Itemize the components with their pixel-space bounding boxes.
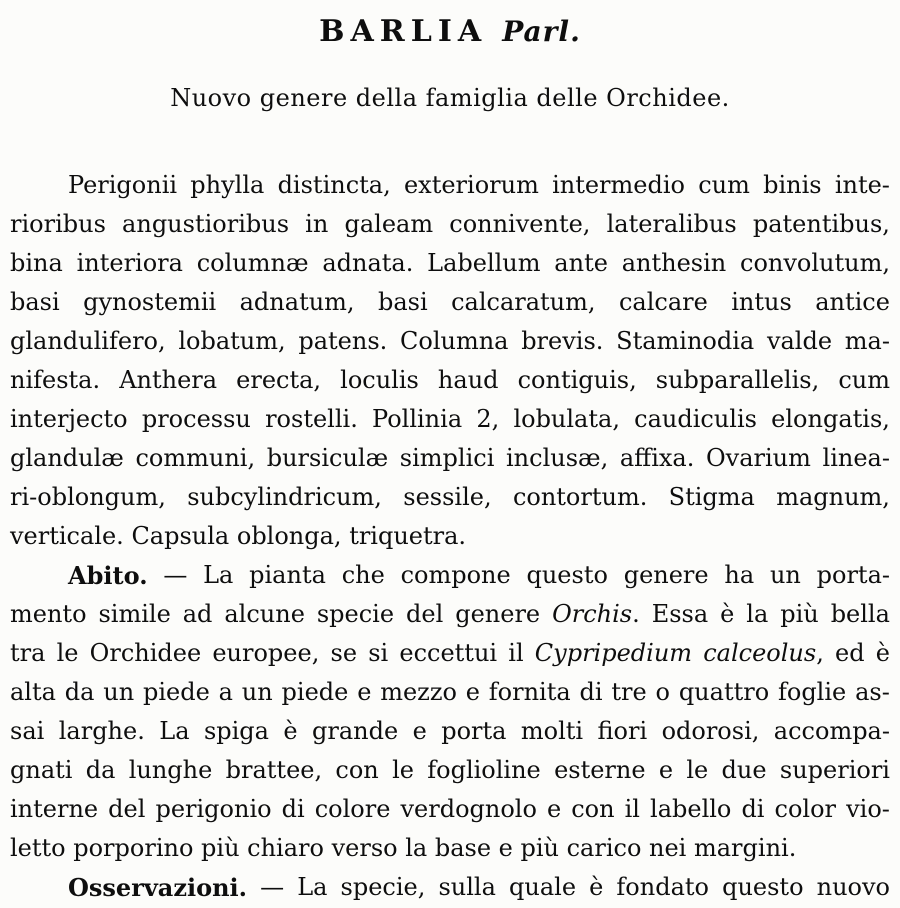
word: phylla xyxy=(190,171,265,199)
word: haud xyxy=(437,366,499,394)
word: in xyxy=(305,210,329,238)
word: Orchis. xyxy=(552,600,640,628)
word: porta xyxy=(441,717,507,745)
word: basi xyxy=(377,288,428,316)
word: e xyxy=(357,678,372,706)
word: mezzo xyxy=(380,678,457,706)
word: pianta xyxy=(249,561,326,589)
word: adnata. xyxy=(322,249,414,277)
word: con xyxy=(335,756,379,784)
text-block xyxy=(10,166,890,907)
word: quattro xyxy=(678,678,770,706)
word: elongatis, xyxy=(771,405,890,433)
word: Cypripedium xyxy=(534,639,693,667)
word: e xyxy=(658,756,674,784)
word: binis xyxy=(763,171,822,199)
word: o xyxy=(655,678,670,706)
word: Perigonii xyxy=(68,171,178,199)
word: La xyxy=(297,873,328,901)
word: se xyxy=(330,639,358,667)
word: gynostemii xyxy=(83,288,217,316)
text-line xyxy=(10,478,890,517)
word: vio- xyxy=(846,795,890,823)
word: — xyxy=(163,561,188,589)
word: porta- xyxy=(816,561,890,589)
word: le xyxy=(686,756,709,784)
word: sai xyxy=(10,717,45,745)
word: e xyxy=(412,717,427,745)
word: nuovo xyxy=(816,873,890,901)
word: adnatum, xyxy=(239,288,355,316)
text-line xyxy=(10,634,890,673)
word: più xyxy=(780,600,819,628)
word: bina xyxy=(10,249,63,277)
word: tre xyxy=(611,678,647,706)
word: esterne xyxy=(554,756,646,784)
word: da xyxy=(85,756,116,784)
word: interiora xyxy=(76,249,183,277)
word: il xyxy=(508,639,524,667)
text-line xyxy=(10,556,890,595)
word: Stigma xyxy=(668,483,755,511)
word: molti xyxy=(520,717,584,745)
word: anthesin xyxy=(621,249,727,277)
word: specie, xyxy=(340,873,426,901)
word: ha xyxy=(724,561,755,589)
word: Pollinia xyxy=(372,405,463,433)
word: Osservazioni. xyxy=(68,873,248,902)
word: un xyxy=(769,561,801,589)
word: — xyxy=(260,873,285,901)
paragraph-latin-diagnosis xyxy=(10,166,890,556)
word: specie xyxy=(316,600,395,628)
page-title xyxy=(10,16,890,52)
text-line xyxy=(10,439,890,478)
word: tra xyxy=(10,639,46,667)
title-genus: BARLIA xyxy=(319,14,488,49)
word: angustioribus xyxy=(122,210,290,238)
text-line xyxy=(10,244,890,283)
word: del xyxy=(406,600,444,628)
word: fornita xyxy=(488,678,571,706)
word: quale xyxy=(509,873,577,901)
word: a xyxy=(218,678,233,706)
word: basi xyxy=(10,288,60,316)
page-subtitle: Nuovo genere della famiglia delle Orchidee. xyxy=(170,84,730,112)
word: brattee, xyxy=(225,756,323,784)
word: galeam xyxy=(344,210,434,238)
word: affixa. xyxy=(619,444,695,472)
word: bursiculæ xyxy=(266,444,389,472)
text-line xyxy=(10,205,890,244)
word: subparallelis, xyxy=(655,366,820,394)
word: si xyxy=(368,639,389,667)
word: di xyxy=(281,795,305,823)
word: Columna xyxy=(400,327,509,355)
word: interne xyxy=(10,795,99,823)
word: lunghe xyxy=(128,756,213,784)
word: lobulata, xyxy=(513,405,620,433)
word: as- xyxy=(855,678,890,706)
word: compone xyxy=(400,561,511,589)
word: contiguis, xyxy=(517,366,637,394)
word: piede xyxy=(281,678,349,706)
word: glandulifero, xyxy=(10,327,166,355)
word: eccettui xyxy=(399,639,498,667)
word: rostelli. xyxy=(265,405,358,433)
word: larghe. xyxy=(58,717,145,745)
text-line xyxy=(10,400,890,439)
word: genere xyxy=(455,600,541,628)
word: cum xyxy=(698,171,750,199)
text-line xyxy=(10,595,890,634)
word: un xyxy=(103,678,135,706)
word: gnati xyxy=(10,756,73,784)
word: ed xyxy=(835,639,865,667)
word: e xyxy=(465,678,480,706)
word: è xyxy=(589,873,604,901)
word: intus xyxy=(731,288,792,316)
word: La xyxy=(203,561,234,589)
text-line xyxy=(10,868,890,907)
word: calceolus, xyxy=(703,639,824,667)
text-line xyxy=(10,673,890,712)
word: ma- xyxy=(844,327,890,355)
word: accompa- xyxy=(773,717,890,745)
word: Labellum xyxy=(427,249,541,277)
word: colore xyxy=(314,795,391,823)
text-segment: verticale. Capsula oblonga, triquetra. xyxy=(10,522,467,550)
word: questo xyxy=(526,561,608,589)
word: lateralibus xyxy=(606,210,737,238)
word: cum xyxy=(838,366,890,394)
word: le xyxy=(392,756,414,784)
word: di xyxy=(741,795,765,823)
word: linea- xyxy=(822,444,890,472)
word: bella xyxy=(830,600,890,628)
word: glandulæ xyxy=(10,444,124,472)
word: erecta, xyxy=(236,366,322,394)
word: magnum, xyxy=(776,483,890,511)
word: mento xyxy=(10,600,87,628)
word: il xyxy=(624,795,640,823)
word: exteriorum xyxy=(403,171,539,199)
word: simile xyxy=(98,600,171,628)
text-line xyxy=(10,829,890,868)
word: è xyxy=(720,600,735,628)
paragraph-abito xyxy=(10,556,890,868)
word: contortum. xyxy=(512,483,648,511)
word: piede xyxy=(143,678,210,706)
word: Orchidee xyxy=(89,639,202,667)
word: processu xyxy=(141,405,251,433)
word: le xyxy=(56,639,79,667)
word: subcylindricum, xyxy=(187,483,382,511)
word: che xyxy=(341,561,385,589)
text-line xyxy=(10,517,890,556)
text-line xyxy=(10,361,890,400)
word: e xyxy=(546,795,562,823)
word: genere xyxy=(623,561,709,589)
text-line xyxy=(10,751,890,790)
word: Anthera xyxy=(119,366,218,394)
word: ad xyxy=(182,600,213,628)
word: foglie xyxy=(777,678,847,706)
word: è xyxy=(283,717,298,745)
text-line xyxy=(10,322,890,361)
text-line xyxy=(10,166,890,205)
word: caudiculis xyxy=(634,405,757,433)
word: interjecto xyxy=(10,405,128,433)
word: nifesta. xyxy=(10,366,101,394)
word: questo xyxy=(722,873,804,901)
word: alcune xyxy=(224,600,305,628)
word: brevis. xyxy=(521,327,604,355)
word: grande xyxy=(312,717,399,745)
word: perigonio xyxy=(155,795,272,823)
word: con xyxy=(571,795,615,823)
word: connivente, xyxy=(449,210,591,238)
word: fiori xyxy=(597,717,648,745)
word: La xyxy=(159,717,190,745)
text-segment: letto porporino più chiaro verso la base e più carico nei margini. xyxy=(10,834,797,862)
word: spiga xyxy=(203,717,269,745)
paragraph-osservazioni xyxy=(10,868,890,907)
word: valde xyxy=(766,327,833,355)
word: sessile, xyxy=(403,483,492,511)
word: verdognolo xyxy=(400,795,537,823)
word: color xyxy=(774,795,837,823)
word: Essa xyxy=(651,600,709,628)
word: antice xyxy=(815,288,890,316)
word: ante xyxy=(554,249,608,277)
word: patentibus, xyxy=(752,210,890,238)
word: calcare xyxy=(618,288,708,316)
word: calcaratum, xyxy=(451,288,596,316)
text-line xyxy=(10,790,890,829)
word: 2, xyxy=(476,405,500,433)
word: rioribus xyxy=(10,210,106,238)
word: Staminodia xyxy=(616,327,755,355)
word: odorosi, xyxy=(661,717,760,745)
word: communi, xyxy=(135,444,256,472)
word: patens. xyxy=(298,327,388,355)
word: la xyxy=(746,600,769,628)
word: da xyxy=(64,678,95,706)
word: Ovarium xyxy=(705,444,811,472)
word: un xyxy=(241,678,273,706)
word: columnæ xyxy=(196,249,309,277)
word: alta xyxy=(10,678,56,706)
word: del xyxy=(108,795,146,823)
word: due xyxy=(721,756,767,784)
word: superiori xyxy=(779,756,890,784)
word: europee, xyxy=(212,639,320,667)
word: foglioline xyxy=(427,756,541,784)
word: labello xyxy=(650,795,732,823)
text-line xyxy=(10,283,890,322)
word: inte- xyxy=(834,171,890,199)
word: Abito. xyxy=(68,561,148,590)
word: ri-oblongum, xyxy=(10,483,166,511)
word: fondato xyxy=(616,873,709,901)
word: di xyxy=(579,678,603,706)
word: lobatum, xyxy=(178,327,286,355)
word: sulla xyxy=(438,873,496,901)
word: è xyxy=(875,639,890,667)
word: intermedio xyxy=(552,171,685,199)
word: convolutum, xyxy=(740,249,890,277)
title-author: Parl. xyxy=(502,15,581,48)
word: distincta, xyxy=(277,171,391,199)
word: simplici xyxy=(399,444,495,472)
text-line xyxy=(10,712,890,751)
word: inclusæ, xyxy=(506,444,609,472)
word: loculis xyxy=(340,366,419,394)
